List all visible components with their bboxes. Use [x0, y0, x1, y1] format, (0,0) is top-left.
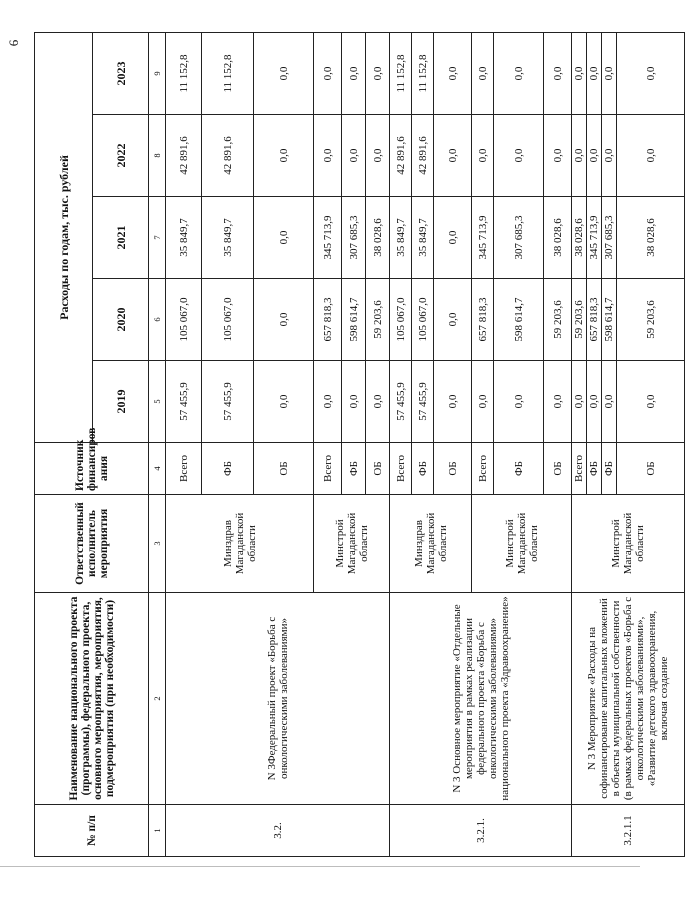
row-source: Всего: [572, 443, 587, 495]
value-cell: 0,0: [254, 279, 314, 361]
value-cell: 105 067,0: [202, 279, 254, 361]
value-cell: 0,0: [434, 361, 472, 443]
scan-bottom-edge: [0, 866, 640, 906]
table-row: [390, 33, 412, 857]
value-cell: 307 685,3: [494, 197, 544, 279]
value-cell: 35 849,7: [202, 197, 254, 279]
col-number: 3: [149, 495, 166, 593]
value-cell: 35 849,7: [166, 197, 202, 279]
value-cell: 57 455,9: [412, 361, 434, 443]
value-cell: 345 713,9: [587, 197, 602, 279]
value-cell: 0,0: [617, 361, 685, 443]
value-cell: 0,0: [587, 361, 602, 443]
row-executor: Минздрав Магаданской области: [390, 495, 472, 593]
value-cell: 11 152,8: [412, 33, 434, 115]
row-source: ФБ: [342, 443, 366, 495]
value-cell: 657 818,3: [314, 279, 342, 361]
value-cell: 0,0: [254, 33, 314, 115]
value-cell: 657 818,3: [587, 279, 602, 361]
value-cell: 307 685,3: [342, 197, 366, 279]
value-cell: 0,0: [602, 361, 617, 443]
budget-table: [34, 32, 685, 857]
value-cell: 0,0: [572, 361, 587, 443]
header-executor: Ответственный исполнитель мероприятия: [35, 495, 149, 593]
value-cell: 0,0: [494, 361, 544, 443]
value-cell: 0,0: [544, 33, 572, 115]
row-source: ОБ: [366, 443, 390, 495]
row-executor: Минстрой Магаданской области: [314, 495, 390, 593]
value-cell: 0,0: [434, 279, 472, 361]
value-cell: 42 891,6: [166, 115, 202, 197]
row-num: 3.2.: [166, 805, 390, 857]
row-source: Всего: [166, 443, 202, 495]
value-cell: 11 152,8: [202, 33, 254, 115]
row-source: Всего: [472, 443, 494, 495]
value-cell: 0,0: [434, 115, 472, 197]
value-cell: 0,0: [617, 115, 685, 197]
value-cell: 0,0: [314, 115, 342, 197]
value-cell: 42 891,6: [412, 115, 434, 197]
header-year: 2023: [93, 33, 149, 115]
row-source: ФБ: [494, 443, 544, 495]
value-cell: 38 028,6: [544, 197, 572, 279]
value-cell: 57 455,9: [390, 361, 412, 443]
value-cell: 0,0: [544, 115, 572, 197]
value-cell: 0,0: [572, 33, 587, 115]
value-cell: 0,0: [587, 115, 602, 197]
header-num: № п/п: [35, 805, 149, 857]
value-cell: 59 203,6: [366, 279, 390, 361]
value-cell: 59 203,6: [544, 279, 572, 361]
value-cell: 105 067,0: [166, 279, 202, 361]
value-cell: 0,0: [254, 197, 314, 279]
value-cell: 598 614,7: [342, 279, 366, 361]
header-row: [35, 33, 93, 857]
value-cell: 0,0: [314, 33, 342, 115]
value-cell: 307 685,3: [602, 197, 617, 279]
row-source: ОБ: [434, 443, 472, 495]
header-year: 2020: [93, 279, 149, 361]
row-source: ОБ: [544, 443, 572, 495]
row-source: ФБ: [602, 443, 617, 495]
value-cell: 0,0: [366, 115, 390, 197]
col-number: 7: [149, 197, 166, 279]
page-number: 6: [6, 39, 21, 47]
row-source: ОБ: [617, 443, 685, 495]
value-cell: 0,0: [342, 361, 366, 443]
value-cell: 11 152,8: [390, 33, 412, 115]
col-number: 9: [149, 33, 166, 115]
value-cell: 59 203,6: [617, 279, 685, 361]
value-cell: 0,0: [342, 33, 366, 115]
row-source: ФБ: [587, 443, 602, 495]
header-year: 2021: [93, 197, 149, 279]
header-year: 2022: [93, 115, 149, 197]
value-cell: 0,0: [366, 361, 390, 443]
value-cell: 38 028,6: [572, 197, 587, 279]
value-cell: 0,0: [254, 115, 314, 197]
row-source: Всего: [314, 443, 342, 495]
row-name: N 3Федеральный проект «Борьба с онкологическими заболеваниями»: [166, 593, 390, 805]
value-cell: 0,0: [254, 361, 314, 443]
value-cell: 345 713,9: [472, 197, 494, 279]
value-cell: 0,0: [472, 115, 494, 197]
value-cell: 0,0: [602, 33, 617, 115]
value-cell: 657 818,3: [472, 279, 494, 361]
col-number: 2: [149, 593, 166, 805]
value-cell: 0,0: [602, 115, 617, 197]
value-cell: 0,0: [572, 115, 587, 197]
col-number: 1: [149, 805, 166, 857]
value-cell: 0,0: [366, 33, 390, 115]
value-cell: 57 455,9: [166, 361, 202, 443]
value-cell: 0,0: [434, 33, 472, 115]
row-num: 3.2.1.1: [572, 805, 685, 857]
row-name: N 3 Мероприятие «Расходы на софинансирование капитальных вложений в объекты муниципальной собственности (в рамках федеральных проектов «Борьба с онкологическими заболеваниями», «Развитие детского здравоохранения, включая создание: [572, 593, 685, 805]
value-cell: 42 891,6: [390, 115, 412, 197]
value-cell: 598 614,7: [494, 279, 544, 361]
col-number: 6: [149, 279, 166, 361]
col-number: 4: [149, 443, 166, 495]
header-source: Источник финансиров ания: [35, 443, 149, 495]
table-row: [572, 33, 587, 857]
row-source: ФБ: [412, 443, 434, 495]
value-cell: 345 713,9: [314, 197, 342, 279]
row-executor: Минздрав Магаданской области: [166, 495, 314, 593]
value-cell: 38 028,6: [366, 197, 390, 279]
value-cell: 42 891,6: [202, 115, 254, 197]
value-cell: 105 067,0: [390, 279, 412, 361]
value-cell: 0,0: [342, 115, 366, 197]
table-row: [166, 33, 202, 857]
value-cell: 0,0: [434, 197, 472, 279]
value-cell: 0,0: [472, 33, 494, 115]
value-cell: 0,0: [587, 33, 602, 115]
value-cell: 11 152,8: [166, 33, 202, 115]
value-cell: 35 849,7: [390, 197, 412, 279]
value-cell: 598 614,7: [602, 279, 617, 361]
row-source: Всего: [390, 443, 412, 495]
value-cell: 0,0: [472, 361, 494, 443]
value-cell: 57 455,9: [202, 361, 254, 443]
value-cell: 38 028,6: [617, 197, 685, 279]
row-num: 3.2.1.: [390, 805, 572, 857]
value-cell: 0,0: [617, 33, 685, 115]
row-executor: Минстрой Магаданской области: [472, 495, 572, 593]
row-source: ФБ: [202, 443, 254, 495]
row-executor: Минстрой Магаданской области: [572, 495, 685, 593]
budget-table-rotated: [34, 33, 670, 857]
row-name: N 3 Основное мероприятие «Отдельные мероприятия в рамках реализации федерального проекта «Борьба с онкологическими заболеваниями» национального проекта «Здравоохранение»: [390, 593, 572, 805]
col-number: 8: [149, 115, 166, 197]
column-numbers-row: [149, 33, 166, 857]
col-number: 5: [149, 361, 166, 443]
row-source: ОБ: [254, 443, 314, 495]
value-cell: 35 849,7: [412, 197, 434, 279]
value-cell: 0,0: [314, 361, 342, 443]
value-cell: 0,0: [494, 33, 544, 115]
value-cell: 59 203,6: [572, 279, 587, 361]
header-year: 2019: [93, 361, 149, 443]
value-cell: 105 067,0: [412, 279, 434, 361]
value-cell: 0,0: [544, 361, 572, 443]
value-cell: 0,0: [494, 115, 544, 197]
header-years-group: Расходы по годам, тыс. рублей: [35, 33, 93, 443]
header-name: Наименование национального проекта (программы), федерального проекта, основного мероприятия, мероприятия, подмероприятия (при необходимости): [35, 593, 149, 805]
